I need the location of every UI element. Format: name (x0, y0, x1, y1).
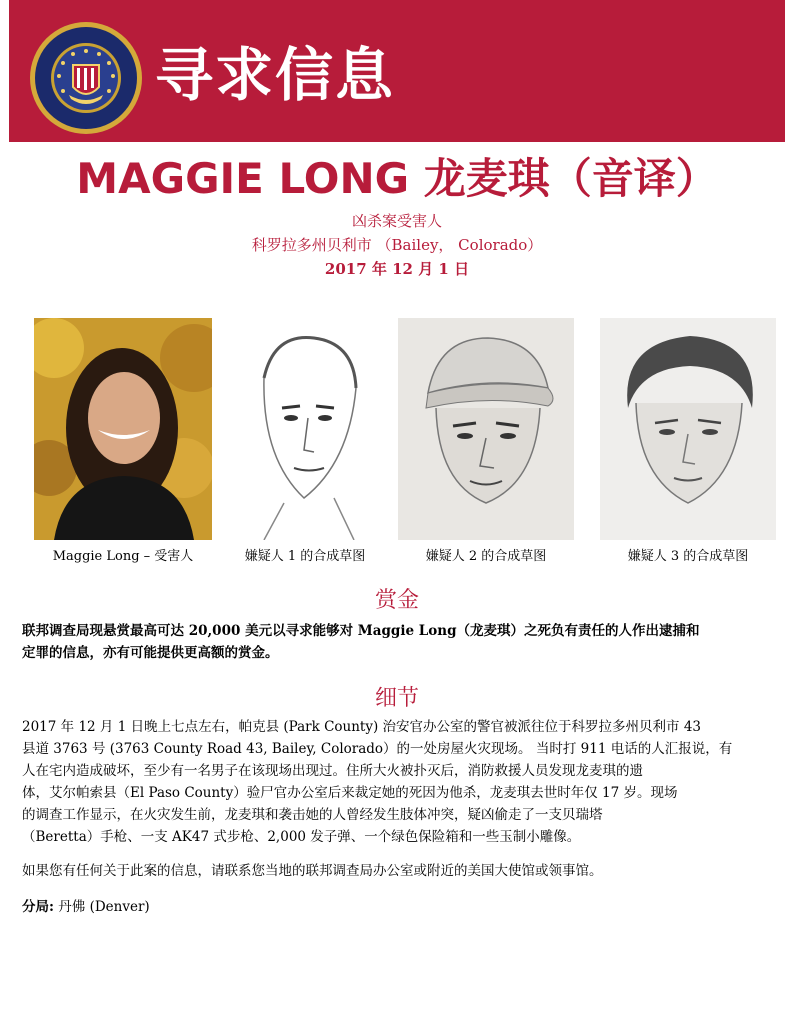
details-line: 县道 3763 号 (3763 County Road 43, Bailey, Colorado）的一处房屋火灾现场。 当时打 911 电话的人汇报说，有 (22, 741, 733, 757)
details-heading: 细节 (374, 686, 419, 711)
reward-text (22, 620, 774, 664)
details-line: 的调查工作显示，在火灾发生前，龙麦琪和袭击她的人曾经发生肢体冲突，疑凶偷走了一支贝瑞塔 (22, 807, 603, 823)
suspect-sketch-3 (600, 318, 776, 540)
reward-heading: 赏金 (374, 588, 419, 613)
photo-caption-victim: Maggie Long – 受害人 (52, 549, 194, 564)
photo-caption-suspect-1: 嫌疑人 1 的合成草图 (244, 549, 366, 564)
details-line: 体，艾尔帕索县（El Paso County）验尸官办公室后来裁定她的死因为他杀，龙麦琪去世时年仅 17 岁。现场 (22, 785, 678, 801)
subtitle-location: 科罗拉多州贝利市 （Bailey， Colorado） (251, 236, 543, 254)
page-title: MAGGIE LONG 龙麦琪（音译） (76, 154, 718, 203)
photo-caption-suspect-2: 嫌疑人 2 的合成草图 (425, 549, 547, 564)
fbi-seal-icon (29, 21, 143, 135)
field-office-label: 分局: (22, 899, 54, 915)
header-banner (9, 0, 785, 142)
subtitle-date: 2017 年 12 月 1 日 (324, 260, 470, 278)
field-office (22, 896, 774, 918)
page-banner-title: 寻求信息 (155, 41, 396, 109)
contact-text: 如果您有任何关于此案的信息，请联系您当地的联邦调查局办公室或附近的美国大使馆或领事馆。 (22, 863, 603, 879)
suspect-sketch-1 (224, 318, 386, 540)
victim-photo (34, 318, 212, 540)
details-text (22, 716, 774, 848)
reward-line: 定罪的信息，亦有可能提供更高额的赏金。 (22, 645, 279, 661)
suspect-sketch-2 (398, 318, 574, 540)
field-office-value: 丹佛 (Denver) (53, 899, 150, 915)
details-line: （Beretta）手枪、一支 AK47 式步枪、2,000 发子弹、一个绿色保险箱和一些玉制小雕像。 (22, 829, 581, 845)
details-line: 2017 年 12 月 1 日晚上七点左右，帕克县 (Park County) 治安官办公室的警官被派往位于科罗拉多州贝利市 43 (22, 719, 702, 735)
photo-caption-suspect-3: 嫌疑人 3 的合成草图 (627, 549, 749, 564)
details-line: 人在宅内造成破坏，至少有一名男子在该现场出现过。住所大火被扑灭后，消防救援人员发现龙麦琪的遗 (22, 763, 643, 779)
subtitle-case-type: 凶杀案受害人 (351, 212, 442, 230)
reward-line: 联邦调查局现悬赏最高可达 20,000 美元以寻求能够对 Maggie Long（龙麦琪）之死负有责任的人作出逮捕和 (22, 623, 700, 639)
